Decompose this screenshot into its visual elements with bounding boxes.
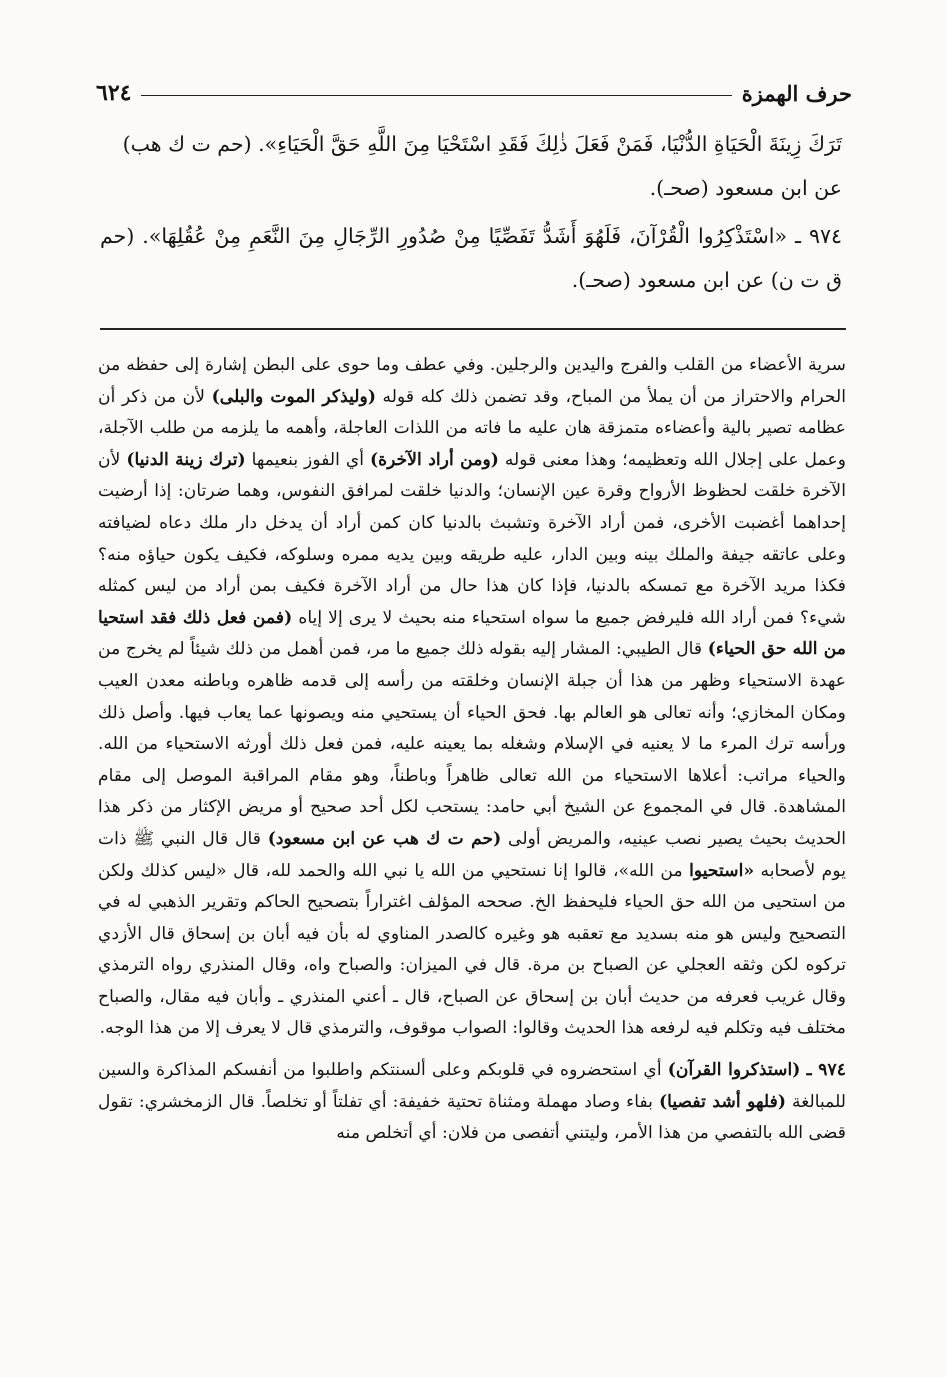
quoted-phrase: (وليذكر الموت والبلى) [211, 386, 376, 407]
commentary-number: ٩٧٤ ـ [806, 1060, 846, 1081]
quoted-phrase: (فلهو أشد تفصيا) [658, 1091, 786, 1112]
quoted-phrase: (حم ت ك هب عن ابن مسعود) [267, 828, 502, 849]
quoted-phrase: (استذكروا القرآن) [667, 1060, 801, 1081]
hadith-973-source: عن ابن مسعود (صحـ). [649, 176, 842, 200]
chapter-title: حرف الهمزة [741, 81, 852, 106]
commentary-974: ٩٧٤ ـ (استذكروا القرآن) أي استحضروه في قلوبكم وعلى ألسنتكم واطلبوا من أنفسكم المذاكرة والسين للمبالغة (فلهو أشد تفصيا) بفاء وصاد مهملة ومثناة تحتية خفيفة: أي تفلتاً أو تخلصاً. قال الزمخشري: تقول قضى الله بالتفصي من هذا الأمر، وليتني أتفصى من فلان: أي أتخلص منه [98, 1060, 847, 1144]
hadith-974 [100, 214, 842, 302]
header-rule [141, 95, 731, 96]
hadith-number: ٩٧٤ ـ [794, 224, 842, 248]
hadith-973-ending: تَرَكَ زِينَةَ الْحَيَاةِ الدُّنْيَا، فَمَنْ فَعَلَ ذٰلِكَ فَقَدِ اسْتَحْيَا مِنَ اللَّهِ حَقَّ الْحَيَاءِ». (حم ت ك هب) [122, 132, 842, 156]
page-number: ٦٢٤ [96, 80, 132, 106]
quoted-phrase: «استحيوا [689, 860, 755, 881]
quoted-phrase: (ومن أراد الآخرة) [369, 449, 499, 470]
hadith-reference: (حم ق ت ن) عن ابن مسعود (صحـ). [100, 224, 842, 292]
footnote-separator [100, 328, 846, 330]
commentary-973: سرية الأعضاء من القلب والفرج واليدين والرجلين. وفي عطف وما حوى على البطن إشارة إلى حفظه من الحرام والاحتراز من أن يملأ من المباح، وقد تضمن ذلك كله قوله (وليذكر الموت والبلى) لأن من ذكر أن عظامه تصير بالية وأعضاءه متمزقة هان عليه ما فاته من اللذات العاجلة، وأهمه ما يلزمه من طلب الآجلة، وعمل على إجلال الله وتعظيمه؛ وهذا معنى قوله (ومن أراد الآخرة) أي الفوز بنعيمها (ترك زينة الدنيا) لأن الآخرة خلقت لحظوظ الأرواح وقرة عين الإنسان؛ والدنيا خلقت لمرافق النفوس، وهما ضرتان: إذا أرضيت إحداهما أغضبت الأخرى، فمن أراد الآخرة وتشبث بالدنيا كان كمن أراد أن يدخل دار ملك دعاه لضيافته وعلى عاتقه جيفة والملك بينه وبين الدار، عليه طريقه وبين يديه ممره وسلوكه، فكيف يكون حياؤه منه؟ فكذا مريد الآخرة مع تمسكه بالدنيا، فإذا كان هذا حال من أراد الآخرة فكيف بمن أراد من ليس كمثله شيء؟ فمن أراد الله فليرفض جميع ما سواه استحياء منه بحيث لا يرى إلا إياه (فمن فعل ذلك فقد استحيا من الله حق الحياء) قال الطيبي: المشار إليه بقوله ذلك جميع ما مر، فمن أهمل من ذلك شيئاً لم يخرج من عهدة الاستحياء وظهر من هذا أن جبلة الإنسان وخلقته من رأسه إلى قدمه ظاهره وباطنه معدن العيب ومكان المخازي؛ وأنه تعالى هو العالم بها. فحق الحياء أن يستحيي منه ويصونها عما يعاب فيها. وأصل ذلك ورأسه ترك المرء ما لا يعنيه في الإسلام وشغله بما يعينه عليه، فمن فعل ذلك أورثه الاستحياء من الله. والحياء مراتب: أعلاها الاستحياء من الله تعالى ظاهراً وباطناً، وهو مقام المراقبة الموصل إلى مقام المشاهدة. قال في المجموع عن الشيخ أبي حامد: يستحب لكل أحد صحيح أو مريض الإكثار من ذكر هذا الحديث بحيث يصير نصب عينيه، والمريض أولى (حم ت ك هب عن ابن مسعود) قال قال النبي ﷺ ذات يوم لأصحابه «استحيوا من الله»، قالوا إنا نستحيي من الله يا نبي الله والحمد لله، قال «ليس كذلك ولكن من استحيى من الله حق الحياء فليحفظ الخ. صححه المؤلف اغتراراً بتصحيح الحاكم وتقرير الذهبي له في التصحيح وليس هو منه بسديد مع تعقبه هو وغيره كالصدر المناوي له بأن فيه أبان بن إسحاق قال الأزدي تركوه لكن وثقه العجلي عن الصباح بن مرة. قال في الميزان: والصباح واه، وقال المنذري رواه الترمذي وقال غريب فعرفه من حديث أبان بن إسحاق عن الصباح، قال ـ أعني المنذري ـ وأبان فيه مقال، والصباح مختلف فيه وتكلم فيه لرفعه هذا الحديث وقالوا: الصواب موقوف، والترمذي قال لا يعرف إلا من هذا الوجه. [98, 355, 847, 1039]
quoted-phrase: (فمن فعل ذلك فقد استحيا من الله حق الحياء) [98, 607, 846, 660]
commentary [98, 350, 846, 1150]
hadith-text [100, 122, 842, 302]
page-header [96, 66, 852, 106]
hadith-body: «اسْتَذْكِرُوا الْقُرْآنَ، فَلَهُوَ أَشَدُّ تَفَصِّيًا مِنْ صُدُورِ الرِّجَالِ مِنَ النَّعَمِ مِنْ عُقُلِهَا». [142, 224, 787, 248]
quoted-phrase: (ترك زينة الدنيا) [126, 449, 246, 470]
